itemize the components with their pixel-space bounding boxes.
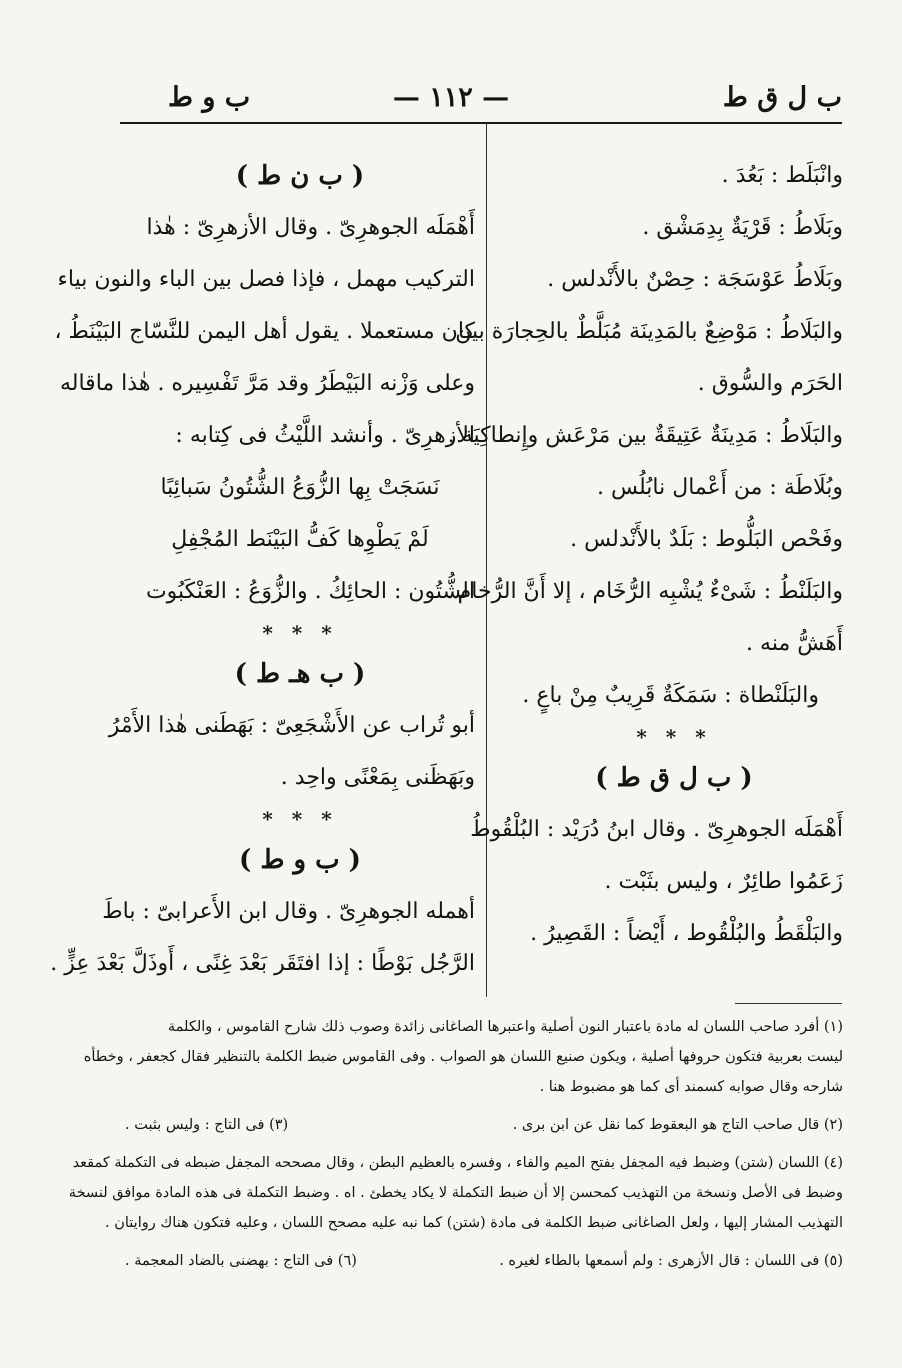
entry-title-bnt: ( ب ن ط ) <box>235 161 365 191</box>
right-column <box>447 150 843 960</box>
text-line: أَهْمَلَه الجوهرِىّ . وقال الأزهرِىّ : هٰذا <box>146 215 475 240</box>
entry-title-bht: ( ب هـ ط ) <box>234 659 366 689</box>
footnote-line: (٤) اللسان (شتن) وضبط فيه المجفل بفتح الميم والفاء ، وفسره بالعظيم البطن ، وقال مصححه المجفل ضبطه فى التكملة كمقعد <box>72 1155 843 1171</box>
text-line: زَعَمُوا طائِرٌ ، وليس بثَبْت . <box>604 869 843 894</box>
entry-title-bwt: ( ب و ط ) <box>239 845 361 875</box>
header-rule <box>120 122 842 124</box>
footnote-2: (٢) قال صاحب التاج هو البعقوط كما نقل عن ابن برى . <box>512 1117 843 1133</box>
section-separator: * * * <box>262 807 338 831</box>
text-line: والبَلَاطُ : مَدِينَةٌ عَتِيقَةٌ بين مَرْعَش وإِنطاكِيَة . <box>447 423 843 448</box>
footnote-6: (٦) فى التاج : بهضنى بالضاد المعجمة . <box>125 1253 357 1269</box>
footnotes <box>68 1012 843 1276</box>
entry-title-blqt: ( ب ل ق ط ) <box>595 763 753 793</box>
footnote-pair <box>125 1246 843 1276</box>
text-line: الشُّتُون : الحائِكُ . والزُّوَعُ : العَنْكَبُوت <box>145 579 475 604</box>
column-divider <box>486 124 487 997</box>
text-line: وفَحْص البَلُّوط : بَلَدٌ بالأَنْدلس . <box>570 527 843 552</box>
footnote-3: (٣) فى التاج : وليس بثبت . <box>125 1117 289 1133</box>
header-entry-left: ب و ط <box>168 82 251 113</box>
text-line: أَهَشُّ منه . <box>746 631 843 656</box>
text-line: وانْبَلَط : بَعُدَ . <box>721 163 843 188</box>
text-line: الأزهرِىّ . وأنشد اللَّيْثُ فى كِتابه : <box>175 423 475 448</box>
text-line: الحَرَم والسُّوق . <box>697 371 843 396</box>
section-separator: * * * <box>262 621 338 645</box>
text-line: أَهْمَلَه الجوهرِىّ . وقال ابنُ دُرَيْد : البُلْقُوطُ <box>470 817 843 842</box>
text-line: والبَلْقَطُ والبُلْقُوط ، أَيْضاً : القَصِيرُ . <box>530 921 843 946</box>
verse-line: نَسَجَتْ بِها الزُّوَعُ الشُّتُونُ سَبائِبًا <box>160 475 440 500</box>
section-separator: * * * <box>636 725 712 749</box>
text-line: وبَهَظَنى بِمَعْنًى واحِد . <box>280 765 475 790</box>
text-line: وبُلَاطَة : من أَعْمال نابُلُس . <box>596 475 843 500</box>
left-column <box>50 150 475 990</box>
footnote-line: (١) أفرد صاحب اللسان له مادة باعتبار النون أصلية واعتبرها الصاغانى زائدة وصوب ذلك شارح القاموس ، والكلمة <box>167 1019 843 1035</box>
text-line: التركيب مهمل ، فإذا فصل بين الباء والنون بياء <box>57 267 475 292</box>
header-entry-right: ب ل ق ط <box>722 82 842 113</box>
text-line: والبَلَنْطُ : شَىْءٌ يُشْبِه الرُّخَام ، إلا أَنَّ الرُّخام <box>457 579 843 604</box>
footnote-5: (٥) فى اللسان : قال الأزهرى : ولم أسمعها بالطاء لغيره . <box>499 1253 843 1269</box>
text-line: وبَلَاطُ : قَرْيَةٌ بِدِمَشْق . <box>642 215 843 240</box>
verse-line: لَمْ يَطْوِها كَفُّ البَيْنَط المُجْفِلِ <box>171 527 429 552</box>
text-line: الرَّجُل بَوْطًا : إذا افتَقَر بَعْدَ غِنًى ، أَوذَلَّ بَعْدَ عِزٍّ . <box>50 951 475 976</box>
text-line: وعلى وَزْنه البَيْطَرُ وقد مَرَّ تَفْسِيره . هٰذا ماقاله <box>59 371 475 396</box>
text-line: وبَلَاطُ عَوْسَجَة : حِصْنٌ بالأَنْدلس . <box>547 267 843 292</box>
page-number: — ١١٢ — <box>392 82 510 113</box>
text-line: والبَلَاطُ : مَوْضِعٌ بالمَدِينَة مُبَلَّطٌ بالحِجارَة بين <box>455 319 843 344</box>
text-line: أبو تُراب عن الأَشْجَعِىّ : بَهَطَنى هٰذا الأَمْرُ <box>108 713 475 738</box>
footnote-line: ليست بعربية فتكون حروفها أصلية ، ويكون صنيع اللسان هو الصواب . وفى القاموس ضبط الكلمة بالتنظير فقال كجعفر ، وخطأه <box>83 1049 843 1065</box>
footnote-line: وضبط فى الأصل ونسخة من التهذيب كمحسن إلا أن ضبط التكملة لا يكاد يخطئ . اه . وضبط التكملة فى هذه المادة موافق لنسخة <box>68 1185 843 1201</box>
text-line: كان مستعملا . يقول أهل اليمن للنَّسّاج البَيْنَطُ ، <box>54 319 475 344</box>
text-line: أهمله الجوهرِىّ . وقال ابن الأَعرابىّ : باطَ <box>102 899 475 924</box>
footnote-pair <box>125 1110 843 1140</box>
footnote-line: شارحه وقال صوابه كسمند أى كما هو مضبوط هنا . <box>539 1079 843 1095</box>
footnote-rule <box>735 1003 842 1004</box>
footnote-line: التهذيب المشار إليها ، ولعل الصاغانى ضبط الكلمة فى مادة (شتن) كما نبه عليه مصحح اللسان ، وعليه فتكون هناك روايتان . <box>105 1215 843 1231</box>
text-line: والبَلَنْطاة : سَمَكَةٌ قَرِيبٌ مِنْ باعٍ . <box>522 683 819 708</box>
